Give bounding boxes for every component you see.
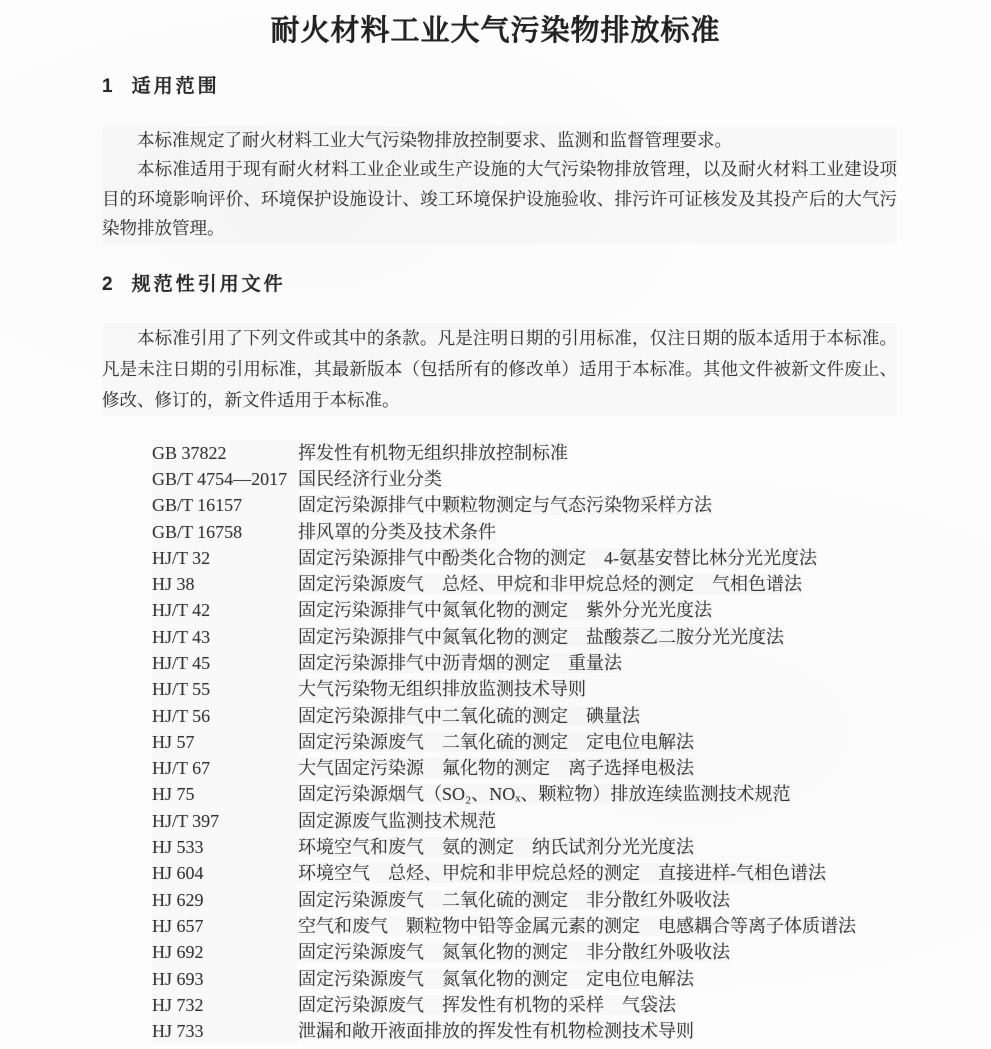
reference-row [152, 808, 931, 834]
reference-code: HJ 733 [152, 1018, 298, 1044]
reference-title [298, 519, 931, 545]
reference-code: HJ 629 [152, 887, 298, 913]
reference-row [152, 676, 931, 702]
section-2-number: 2 [102, 273, 113, 295]
reference-row [152, 939, 931, 965]
reference-row [152, 834, 931, 860]
reference-title-text: 固定污染源排气中沥青烟的测定 重量法 [298, 653, 622, 673]
reference-title-text: 固定污染源烟气（SO₂、NOₓ、颗粒物）排放连续监测技术规范 [298, 784, 791, 805]
reference-code: HJ 693 [152, 966, 298, 992]
reference-title [298, 440, 931, 466]
reference-title [298, 571, 931, 597]
reference-row [152, 966, 931, 992]
reference-row [152, 729, 931, 755]
page-title: 耐火材料工业大气污染物排放标准 [270, 15, 721, 47]
reference-title-text: 固定污染源废气 二氧化硫的测定 定电位电解法 [298, 731, 694, 752]
reference-title [298, 676, 931, 702]
reference-title-text: 固定污染源排气中氮氧化物的测定 紫外分光光度法 [298, 600, 712, 621]
reference-row [152, 519, 931, 545]
reference-row [152, 887, 931, 913]
reference-title [298, 624, 931, 650]
reference-title-text: 固定污染源排气中氮氧化物的测定 盐酸萘乙二胺分光光度法 [298, 626, 784, 647]
paragraph-line: 本标准规定了耐火材料工业大气污染物排放控制要求、监测和监督管理要求。 [102, 126, 897, 155]
reference-title [298, 939, 931, 965]
reference-title [298, 466, 931, 492]
reference-row [152, 913, 931, 939]
reference-title [298, 1018, 931, 1044]
reference-row [152, 650, 931, 676]
reference-title-text: 固定污染源废气 氮氧化物的测定 非分散红外吸收法 [298, 942, 730, 963]
reference-code: HJ 75 [152, 781, 298, 807]
reference-code: HJ 692 [152, 939, 298, 965]
reference-title-text: 固定污染源废气 氮氧化物的测定 定电位电解法 [298, 968, 694, 989]
reference-row [152, 492, 931, 518]
reference-title [298, 992, 931, 1018]
reference-title [298, 781, 931, 807]
section-1-label: 适用范围 [131, 76, 220, 97]
reference-title [298, 650, 931, 676]
reference-title [298, 729, 931, 755]
reference-row [152, 624, 931, 650]
reference-title-text: 大气固定污染源 氟化物的测定 离子选择电极法 [298, 758, 694, 779]
reference-list [152, 440, 931, 1045]
section-1-number: 1 [102, 76, 113, 97]
reference-title-text: 大气污染物无组织排放监测技术导则 [298, 679, 586, 700]
reference-title-text: 固定源废气监测技术规范 [298, 810, 496, 831]
reference-code: HJ/T 67 [152, 755, 298, 781]
reference-row [152, 781, 931, 807]
paragraph-line: 染物排放管理。 [102, 214, 897, 243]
reference-title-text: 排风罩的分类及技术条件 [298, 521, 496, 542]
reference-title [298, 860, 931, 886]
reference-code: HJ 57 [152, 729, 298, 755]
reference-title [298, 834, 931, 860]
reference-row [152, 545, 931, 571]
reference-title [298, 755, 931, 781]
reference-code: HJ/T 45 [152, 650, 298, 676]
reference-title-text: 固定污染源排气中颗粒物测定与气态污染物采样方法 [298, 495, 712, 516]
reference-code: HJ/T 32 [152, 545, 298, 571]
reference-title-text: 环境空气 总烃、甲烷和非甲烷总烃的测定 直接进样-气相色谱法 [298, 863, 826, 884]
reference-title-text: 泄漏和敞开液面排放的挥发性有机物检测技术导则 [298, 1021, 694, 1042]
reference-code: GB/T 16758 [152, 519, 298, 545]
section-2-heading [102, 273, 991, 297]
reference-title [298, 913, 931, 939]
reference-code: GB/T 4754—2017 [152, 466, 298, 492]
reference-code: HJ/T 42 [152, 597, 298, 623]
reference-row [152, 755, 931, 781]
reference-title-text: 固定污染源废气 总烃、甲烷和非甲烷总烃的测定 气相色谱法 [298, 574, 802, 595]
reference-code: HJ/T 43 [152, 624, 298, 650]
paragraph-line: 本标准引用了下列文件或其中的条款。凡是注明日期的引用标准，仅注日期的版本适用于本标准。 [102, 323, 897, 354]
reference-code: HJ 657 [152, 913, 298, 939]
reference-row [152, 860, 931, 886]
reference-code: HJ 604 [152, 860, 298, 886]
reference-title-text: 固定污染源废气 二氧化硫的测定 非分散红外吸收法 [298, 889, 730, 910]
reference-row [152, 703, 931, 729]
reference-title [298, 808, 931, 834]
paragraph-line: 凡是未注日期的引用标准，其最新版本（包括所有的修改单）适用于本标准。其他文件被新文件废止、 [102, 354, 897, 385]
section-2-label: 规范性引用文件 [131, 273, 286, 295]
reference-title-text: 国民经济行业分类 [298, 468, 442, 489]
reference-code: HJ/T 397 [152, 808, 298, 834]
reference-row [152, 992, 931, 1018]
section-1-paragraphs [102, 126, 897, 244]
reference-code: HJ/T 55 [152, 676, 298, 702]
reference-row [152, 571, 931, 597]
reference-title [298, 887, 931, 913]
section-1-heading [102, 75, 991, 99]
reference-code: HJ 533 [152, 834, 298, 860]
reference-code: HJ 38 [152, 571, 298, 597]
paragraph-line: 修改、修订的，新文件适用于本标准。 [102, 385, 897, 416]
reference-title-text: 空气和废气 颗粒物中铅等金属元素的测定 电感耦合等离子体质谱法 [298, 915, 856, 936]
reference-title [298, 597, 931, 623]
reference-row [152, 440, 931, 466]
reference-code: HJ 732 [152, 992, 298, 1018]
reference-title [298, 966, 931, 992]
reference-title-text: 固定污染源排气中二氧化硫的测定 碘量法 [298, 705, 640, 726]
reference-code: GB/T 16157 [152, 492, 298, 518]
reference-title-text: 固定污染源排气中酚类化合物的测定 4-氨基安替比林分光光度法 [298, 547, 817, 568]
reference-title-text: 环境空气和废气 氨的测定 纳氏试剂分光光度法 [298, 837, 694, 858]
paragraph-line: 本标准适用于现有耐火材料工业企业或生产设施的大气污染物排放管理，以及耐火材料工业建设项 [102, 155, 897, 184]
reference-title-text: 固定污染源废气 挥发性有机物的采样 气袋法 [298, 994, 676, 1015]
section-2-paragraphs [102, 323, 897, 416]
reference-row [152, 466, 931, 492]
reference-code: GB 37822 [152, 440, 298, 466]
reference-row [152, 1018, 931, 1044]
reference-title-text: 挥发性有机物无组织排放控制标准 [298, 442, 568, 463]
reference-row [152, 597, 931, 623]
reference-code: HJ/T 56 [152, 703, 298, 729]
reference-title [298, 492, 931, 518]
reference-title [298, 703, 931, 729]
reference-title [298, 545, 931, 571]
paragraph-line: 目的环境影响评价、环境保护设施设计、竣工环境保护设施验收、排污许可证核发及其投产后的大气污 [102, 185, 897, 214]
